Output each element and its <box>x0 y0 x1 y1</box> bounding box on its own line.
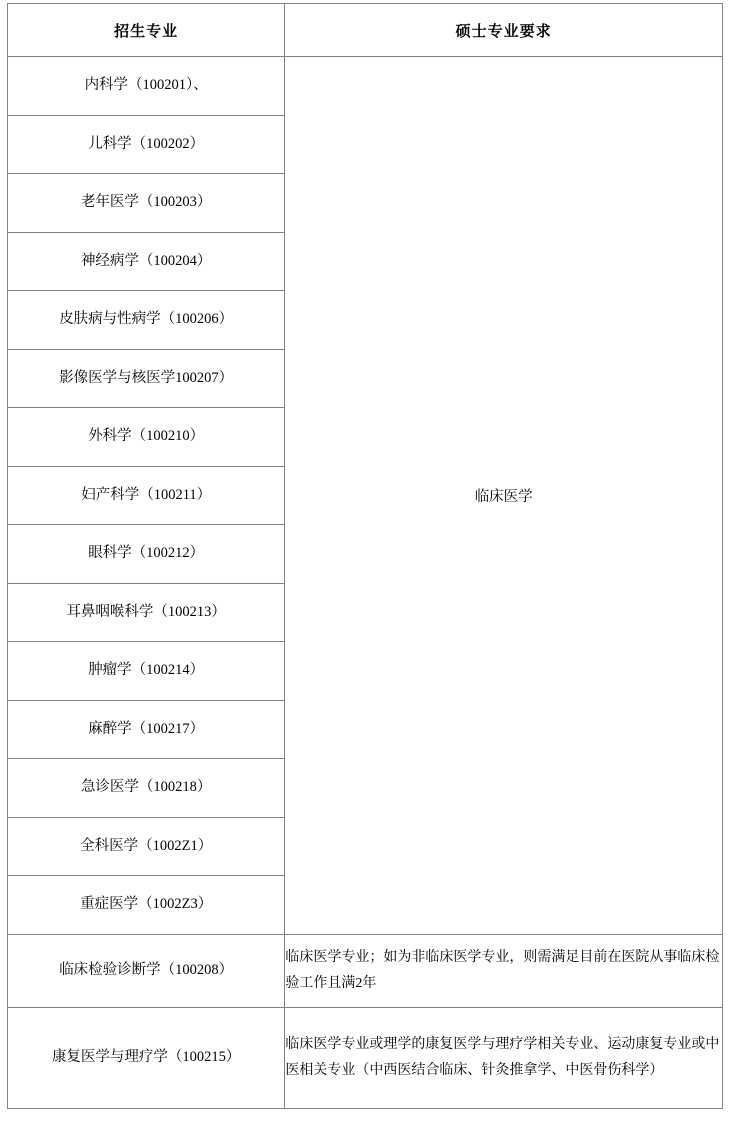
major-name: 耳鼻咽喉科学（100213） <box>8 583 285 642</box>
major-name: 皮肤病与性病学（100206） <box>8 291 285 350</box>
major-name: 眼科学（100212） <box>8 525 285 584</box>
major-name: 影像医学与核医学100207） <box>8 349 285 408</box>
column-header-major: 招生专业 <box>8 4 285 57</box>
major-name: 全科医学（1002Z1） <box>8 817 285 876</box>
major-name: 神经病学（100204） <box>8 232 285 291</box>
table-row <box>8 1007 723 1108</box>
table-row <box>8 57 723 116</box>
major-name: 老年医学（100203） <box>8 174 285 233</box>
major-name: 麻醉学（100217） <box>8 700 285 759</box>
requirement-text: 临床医学专业；如为非临床医学专业，则需满足目前在医院从事临床检验工作且满2年 <box>285 934 723 1007</box>
major-name: 内科学（100201）、 <box>8 57 285 116</box>
table-header-row <box>8 4 723 57</box>
major-name: 重症医学（1002Z3） <box>8 876 285 935</box>
major-name: 康复医学与理疗学（100215） <box>8 1007 285 1108</box>
major-name: 儿科学（100202） <box>8 115 285 174</box>
major-name: 临床检验诊断学（100208） <box>8 934 285 1007</box>
requirement-text: 临床医学专业或理学的康复医学与理疗学相关专业、运动康复专业或中医相关专业（中西医结合临床、针灸推拿学、中医骨伤科学） <box>285 1007 723 1108</box>
major-name: 肿瘤学（100214） <box>8 642 285 701</box>
requirement-clinical-medicine: 临床医学 <box>285 57 723 935</box>
column-header-requirement: 硕士专业要求 <box>285 4 723 57</box>
admission-requirements-table <box>7 3 723 1109</box>
major-name: 妇产科学（100211） <box>8 466 285 525</box>
major-name: 急诊医学（100218） <box>8 759 285 818</box>
major-name: 外科学（100210） <box>8 408 285 467</box>
table-row <box>8 934 723 1007</box>
